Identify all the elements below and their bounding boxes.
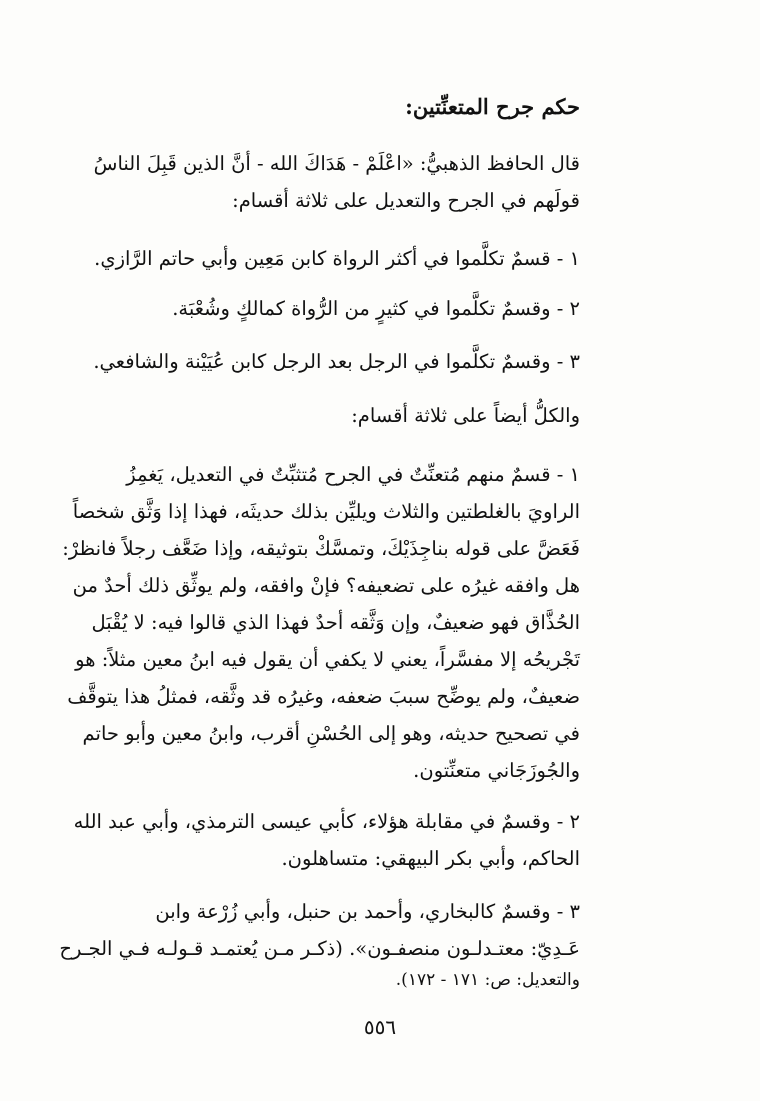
text-line: قال الحافظ الذهبيُّ: «اعْلَمْ - هَدَاكَ الله - أنَّ الذين قَبِلَ الناسُ [93,152,580,175]
text-line: ١ - قسمٌ تكلَّموا في أكثر الرواة كابن مَعِين وأبي حاتم الرَّازي. [94,247,580,270]
text-line: في تصحيح حديثه، وهو إلى الحُسْنِ أقرب، وابنُ معين وأبو حاتم [82,722,580,745]
text-line: الحُذَّاق فهو ضعيفٌ، وإن وَثَّقه أحدٌ فهذا الذي قالوا فيه: لا يُقْبَل [91,611,580,634]
text-line: قولَهم في الجرح والتعديل على ثلاثة أقسام: [232,189,580,212]
list-item-2 [145,290,580,327]
section-heading [145,88,580,125]
text-line: هل وافقه غيرُه على تضعيفه؟ فإنْ وافقه، ولم يوثِّق ذلك أحدٌ من [72,574,580,597]
paragraph-3 [59,893,580,967]
text-line: تَجْريحُه إلا مفسَّراً، يعني لا يكفي أن يقول فيه ابنُ معين مثلاً: هو [75,648,580,671]
page-number: ٥٥٦ [363,1015,397,1039]
text-line: عَـدِيّ: معتـدلـون منصفـون». (ذكـر مـن يُعتمـد قـولـه فـي الجـرح [59,937,580,960]
text-line: فَعَضَّ على قوله بناجِذَيْكَ، وتمسَّكْ بتوثيقه، وإذا ضَعَّف رجلاً فانظرْ: [62,537,580,560]
text-line: الحاكم، وأبي بكر البيهقي: متساهلون. [281,847,580,870]
text-line: ٣ - وقسمٌ كالبخاري، وأحمد بن حنبل، وأبي زُرْعة وابن [155,900,580,923]
text-line: ٢ - وقسمٌ تكلَّموا في كثيرٍ من الرُّواة كمالكٍ وشُعْبَة. [172,297,580,320]
text-line: والكلُّ أيضاً على ثلاثة أقسام: [351,404,580,427]
text-line: ٢ - وقسمٌ في مقابلة هؤلاء، كأبي عيسى الترمذي، وأبي عبد الله [73,810,580,833]
paragraph-1 [62,456,580,789]
list-item-1 [94,240,580,277]
citation-line [145,966,580,994]
heading-line: حكم جرح المتعنِّتين: [405,94,580,119]
text-line: ضعيفٌ، ولم يوضِّح سببَ ضعفه، وغيرُه قد وثَّقه، فمثلُ هذا يتوقَّف [67,685,580,708]
text-line: ١ - قسمٌ منهم مُتعنِّتٌ في الجرح مُتثبِّتٌ في التعديل، يَغمِزُ [126,463,580,486]
sub-intro [145,397,580,434]
text-line: الراويَ بالغلطتين والثلاث ويليِّن بذلك حديثَه، فهذا إذا وَثَّق شخصاً [72,500,580,523]
text-line: والجُوزَجَاني متعنِّتون. [413,759,580,782]
list-item-3 [93,343,580,380]
intro-paragraph [93,145,580,219]
text-line: ٣ - وقسمٌ تكلَّموا في الرجل بعد الرجل كابن عُيَيْنة والشافعي. [93,350,580,373]
text-line: والتعديل: ص: ١٧١ - ١٧٢). [395,970,580,990]
paragraph-2 [73,803,580,877]
